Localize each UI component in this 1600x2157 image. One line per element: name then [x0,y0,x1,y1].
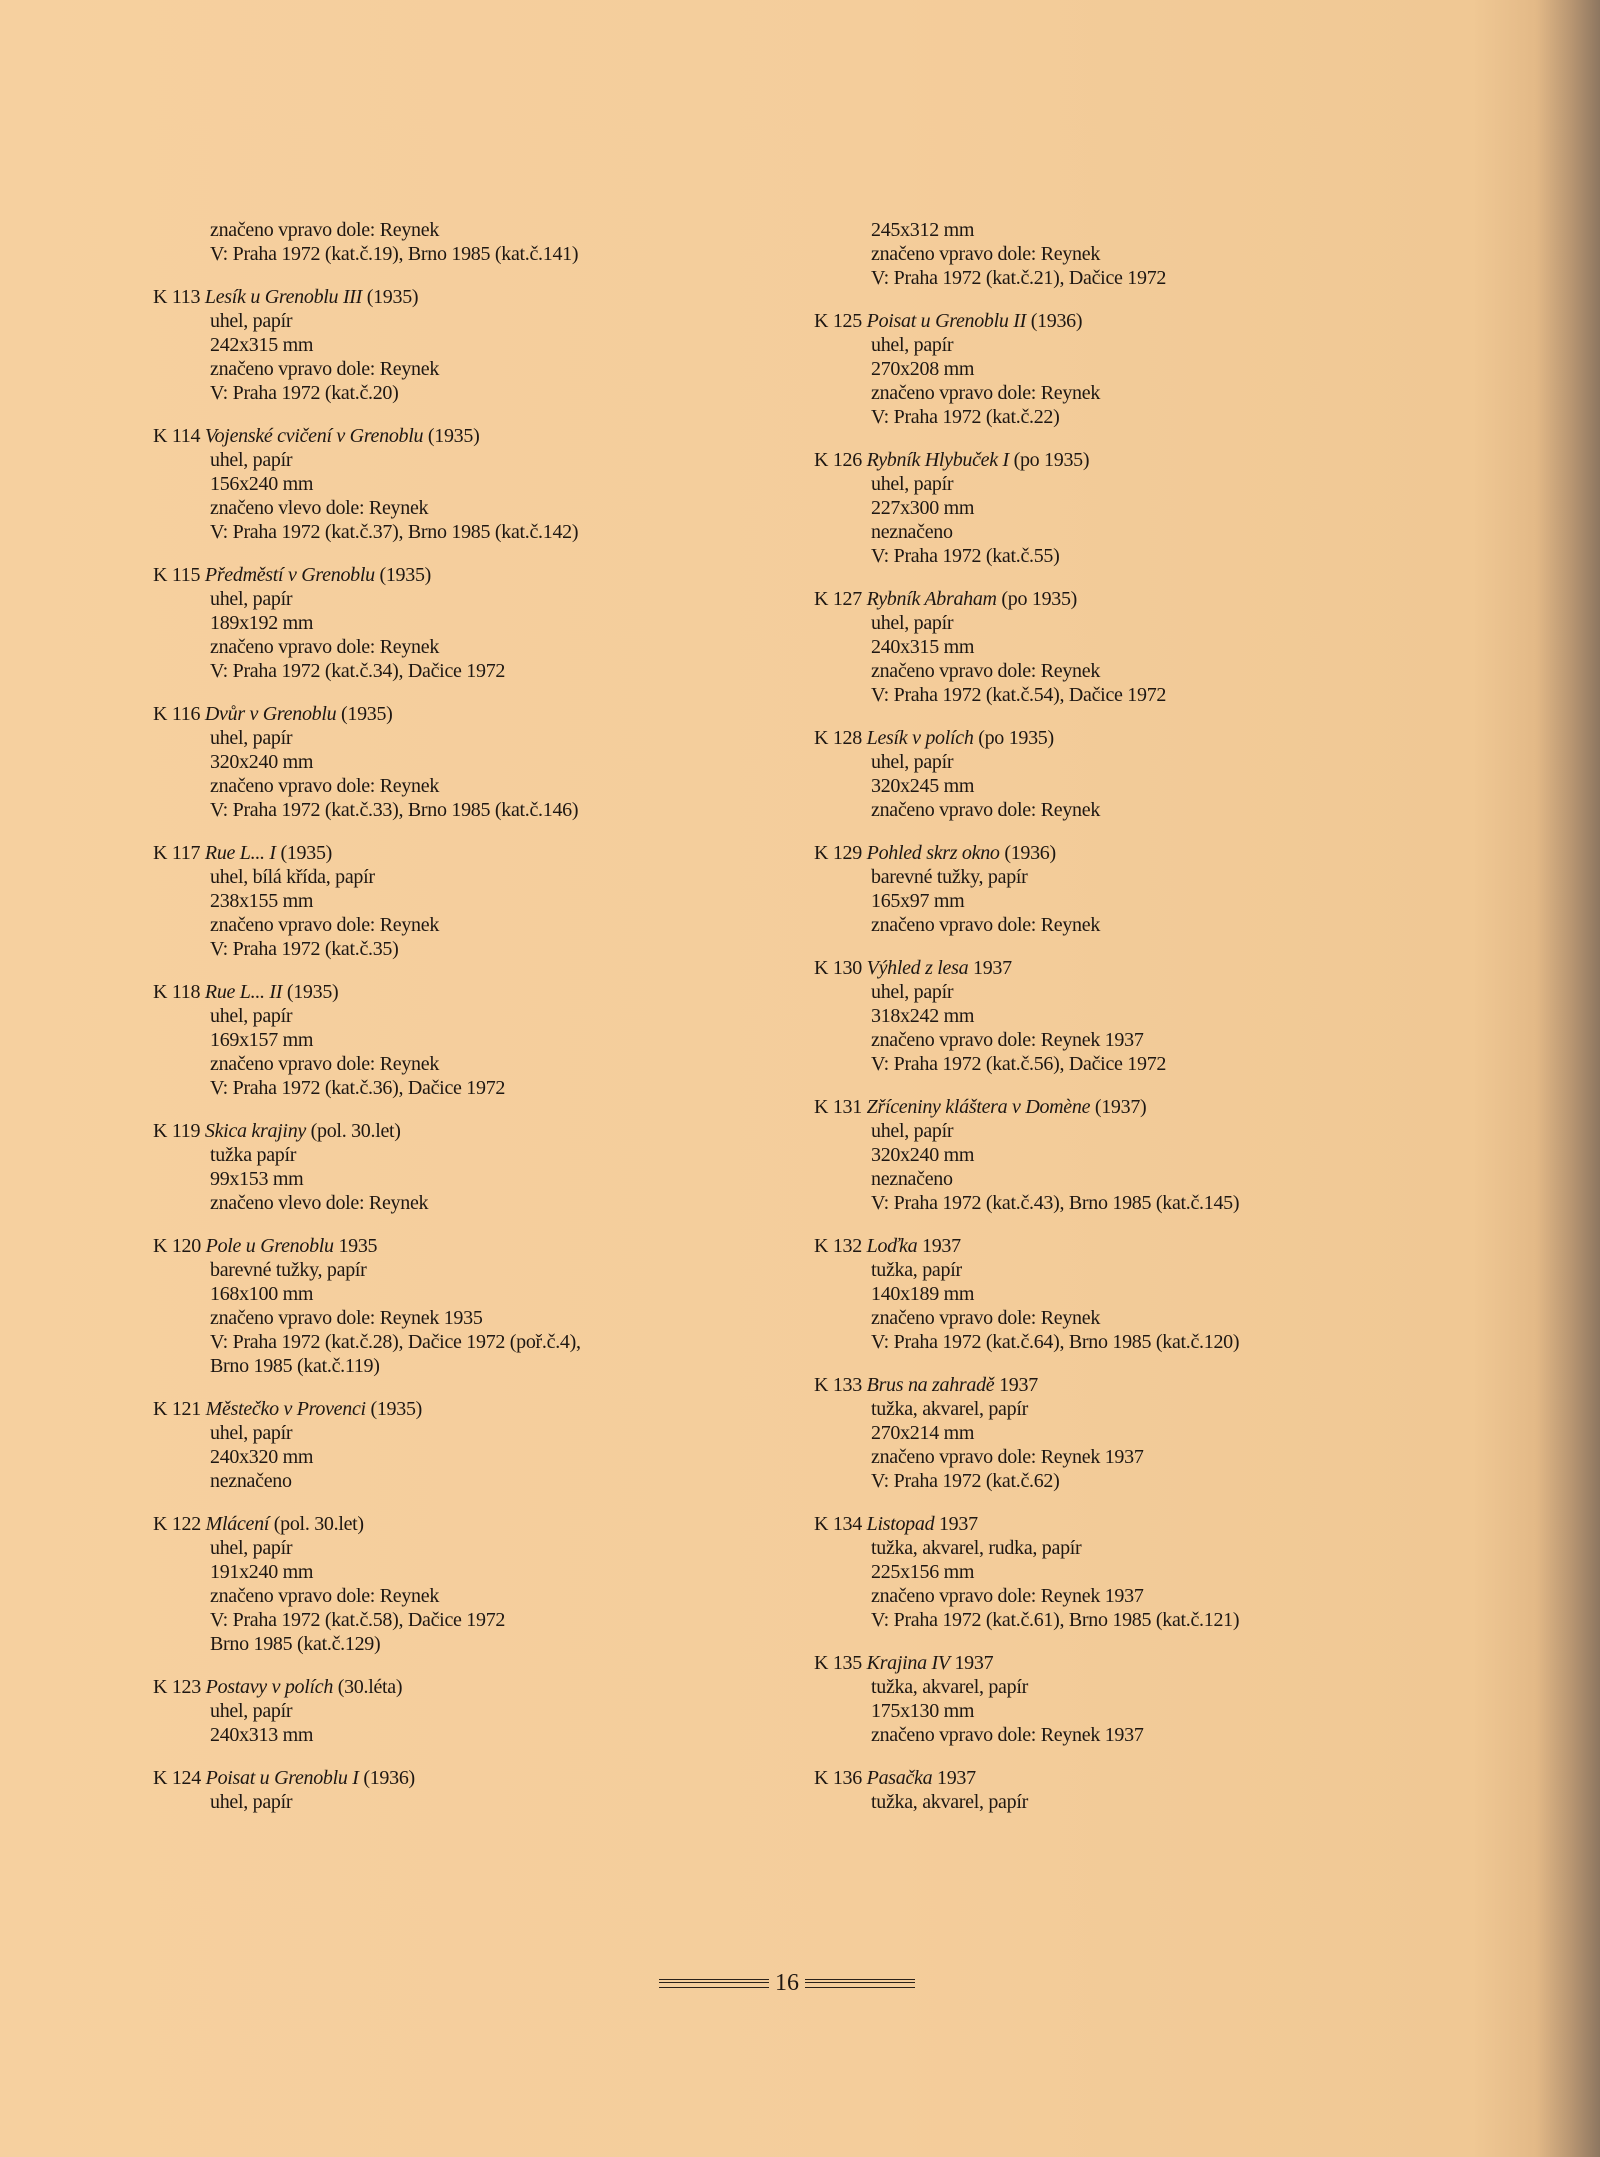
entry-heading [153,1397,773,1421]
entry-detail-line: značeno vpravo dole: Reynek 1937 [871,1585,1144,1607]
entry-detail-line: 320x240 mm [210,751,314,773]
entry-code: K 132 [814,1235,862,1257]
entry-code: K 116 [153,703,201,725]
footer-rule-right [805,1979,915,1988]
entry-title: Pohled skrz okno [866,842,1000,864]
entry-detail-line: V: Praha 1972 (kat.č.22) [871,406,1060,428]
entry-detail-line: V: Praha 1972 (kat.č.62) [871,1470,1060,1492]
right-column [814,218,1434,1833]
entry-detail-line: 156x240 mm [210,473,314,495]
entry-detail-line: 240x313 mm [210,1724,314,1746]
entry-detail-line: uhel, papír [871,1120,954,1142]
entry-detail-line: značeno vpravo dole: Reynek 1937 [871,1446,1144,1468]
entry-detail-line: uhel, papír [871,473,954,495]
entry-title: Dvůr v Grenoblu [204,703,337,725]
entry-detail-line: 318x242 mm [871,1005,975,1027]
entry-detail-line: značeno vpravo dole: Reynek [871,799,1101,821]
entry-code: K 113 [153,286,201,308]
entry-title: Poisat u Grenoblu I [205,1767,359,1789]
left-column [153,218,773,1833]
entry-detail-line: 191x240 mm [210,1561,314,1583]
entry-detail-line: uhel, papír [871,751,954,773]
entry-detail-line: V: Praha 1972 (kat.č.64), Brno 1985 (kat.č.120) [871,1331,1240,1353]
catalog-entry [153,563,773,683]
catalog-entry [153,1675,773,1747]
entry-detail-line: značeno vpravo dole: Reynek [210,914,440,936]
entry-date: (30.léta) [337,1676,403,1698]
entry-date: (po 1935) [1001,588,1078,610]
entry-date: 1937 [937,1767,976,1789]
entry-heading [814,1234,1434,1258]
entry-detail-line: uhel, papír [210,449,293,471]
entry-title: Zříceniny kláštera v Domène [866,1096,1091,1118]
entry-detail-line: značeno vpravo dole: Reynek [210,636,440,658]
catalog-entry [814,448,1434,568]
entry-date: (1935) [379,564,432,586]
entry-detail-line: 320x245 mm [871,775,975,797]
entry-detail-line: 240x320 mm [210,1446,314,1468]
catalog-entry [153,980,773,1100]
entry-detail-line: 270x214 mm [871,1422,975,1444]
entry-detail-line: V: Praha 1972 (kat.č.20) [210,382,399,404]
entry-date: (1935) [341,703,393,725]
catalog-entry [814,1373,1434,1493]
catalog-entry [153,841,773,961]
entry-detail-line: značeno vpravo dole: Reynek [210,1585,440,1607]
entry-date: (po 1935) [978,727,1054,749]
entry-date: (1937) [1094,1096,1147,1118]
entry-detail-line: uhel, papír [871,334,954,356]
entry-detail-line: tužka, akvarel, rudka, papír [871,1537,1082,1559]
entry-title: Výhled z lesa [866,957,969,979]
entry-detail-line: 169x157 mm [210,1029,314,1051]
catalog-entry [814,726,1434,822]
entry-heading [153,1675,773,1699]
entry-detail-line: V: Praha 1972 (kat.č.58), Dačice 1972 [210,1609,506,1631]
entry-code: K 115 [153,564,201,586]
entry-title: Předměstí v Grenoblu [204,564,375,586]
page-number: 16 [775,1970,799,1996]
entry-detail-line: neznačeno [871,1168,953,1190]
entry-detail-line: V: Praha 1972 (kat.č.54), Dačice 1972 [871,684,1167,706]
entry-detail-line: 238x155 mm [210,890,314,912]
entry-detail-line: uhel, papír [210,727,293,749]
entry-date: (pol. 30.let) [273,1513,364,1535]
entry-code: K 120 [153,1235,201,1257]
catalog-entry [153,424,773,544]
entry-title: Vojenské cvičení v Grenoblu [204,425,424,447]
catalog-entry [153,1512,773,1656]
entry-code: K 135 [814,1652,862,1674]
entry-title: Pole u Grenoblu [205,1235,334,1257]
entry-detail-line: uhel, bílá křída, papír [210,866,375,888]
entry-heading [814,448,1434,472]
entry-title: Listopad [866,1513,935,1535]
entry-code: K 119 [153,1120,201,1142]
entry-code: K 123 [153,1676,201,1698]
entry-detail-line: V: Praha 1972 (kat.č.33), Brno 1985 (kat.č.146) [210,799,579,821]
entry-detail-line: V: Praha 1972 (kat.č.61), Brno 1985 (kat.č.121) [871,1609,1240,1631]
entry-code: K 126 [814,449,862,471]
entry-date: 1937 [938,1513,978,1535]
footer-rule-left [659,1979,769,1988]
entry-title: Lesík v polích [866,727,974,749]
entry-title: Rybník Abraham [866,588,997,610]
entry-date: (1935) [366,286,419,308]
entry-code: K 118 [153,981,201,1003]
entry-title: Pasačka [866,1767,933,1789]
entry-heading [814,309,1434,333]
entry-detail-line: uhel, papír [210,310,293,332]
entry-date: 1937 [973,957,1012,979]
entry-detail-line: V: Praha 1972 (kat.č.36), Dačice 1972 [210,1077,506,1099]
entry-detail-line: V: Praha 1972 (kat.č.35) [210,938,399,960]
entry-detail-line: 189x192 mm [210,612,314,634]
entry-detail-line: značeno vpravo dole: Reynek [210,775,440,797]
entry-detail-line: tužka, akvarel, papír [871,1398,1028,1420]
catalog-entry [153,1119,773,1215]
entry-code: K 133 [814,1374,862,1396]
catalog-entry [814,1766,1434,1814]
entry-detail-line: tužka papír [210,1144,297,1166]
catalog-entry [153,285,773,405]
entry-detail-line: značeno vpravo dole: Reynek 1937 [871,1724,1144,1746]
entry-detail-line: uhel, papír [210,1537,293,1559]
entry-detail-line: V: Praha 1972 (kat.č.37), Brno 1985 (kat.č.142) [210,521,579,543]
entry-detail-line: 175x130 mm [871,1700,975,1722]
entry-detail-line: 225x156 mm [871,1561,975,1583]
entry-code: K 131 [814,1096,862,1118]
entry-detail-line: neznačeno [210,1470,292,1492]
entry-detail-line: značeno vlevo dole: Reynek [210,497,429,519]
entry-detail-line: V: Praha 1972 (kat.č.34), Dačice 1972 [210,660,506,682]
entry-detail-line: V: Praha 1972 (kat.č.55) [871,545,1060,567]
entry-heading [153,841,773,865]
entry-title: Skica krajiny [204,1120,306,1142]
entry-code: K 114 [153,425,201,447]
catalog-entry [814,1651,1434,1747]
entry-title: Postavy v polích [205,1676,334,1698]
entry-detail-line: uhel, papír [871,612,954,634]
catalog-entry [814,956,1434,1076]
entry-detail-line: tužka, akvarel, papír [871,1676,1028,1698]
catalog-entry [814,1234,1434,1354]
catalog-entry [153,1397,773,1493]
entry-detail-line: značeno vpravo dole: Reynek [871,660,1101,682]
entry-detail-line: Brno 1985 (kat.č.129) [210,1633,381,1655]
entry-title: Krajina IV [866,1652,950,1674]
entry-heading [814,726,1434,750]
entry-heading [153,285,773,309]
entry-title: Brus na zahradě [866,1374,995,1396]
entry-detail-line: značeno vpravo dole: Reynek [210,358,440,380]
entry-detail-line: 168x100 mm [210,1283,314,1305]
entry-title: Městečko v Provenci [205,1398,366,1420]
entry-detail-line: značeno vpravo dole: Reynek [871,243,1101,265]
entry-heading [153,1119,773,1143]
entry-date: (1935) [370,1398,423,1420]
entry-detail-line: uhel, papír [210,1422,293,1444]
entry-date: 1937 [922,1235,961,1257]
entry-detail-line: značeno vlevo dole: Reynek [210,1192,429,1214]
entry-date: (1935) [286,981,339,1003]
entry-detail-line: značeno vpravo dole: Reynek [871,382,1101,404]
entry-code: K 122 [153,1513,201,1535]
entry-code: K 134 [814,1513,862,1535]
entry-code: K 117 [153,842,201,864]
entry-title: Loďka [866,1235,918,1257]
catalog-entry [153,1234,773,1378]
entry-detail-line: uhel, papír [210,1700,293,1722]
entry-detail-line: barevné tužky, papír [210,1259,367,1281]
entry-date: (pol. 30.let) [310,1120,401,1142]
entry-detail-line: značeno vpravo dole: Reynek [210,1053,440,1075]
catalog-entry [814,841,1434,937]
entry-detail-line: značeno vpravo dole: Reynek [210,219,440,241]
entry-detail-line: značeno vpravo dole: Reynek 1937 [871,1029,1144,1051]
entry-code: K 128 [814,727,862,749]
catalog-entry [153,1766,773,1814]
entry-detail-line: 99x153 mm [210,1168,304,1190]
entry-detail-line: značeno vpravo dole: Reynek [871,914,1101,936]
entry-date: 1937 [954,1652,994,1674]
entry-date: 1937 [999,1374,1038,1396]
entry-code: K 127 [814,588,862,610]
entry-heading [153,563,773,587]
entry-title: Rybník Hlybuček I [866,449,1009,471]
entry-detail-line: uhel, papír [210,1005,293,1027]
entry-heading [814,1373,1434,1397]
entry-heading [814,1651,1434,1675]
entry-detail-line: 240x315 mm [871,636,975,658]
entry-title: Mlácení [205,1513,270,1535]
entry-heading [814,1095,1434,1119]
entry-detail-line: uhel, papír [210,588,293,610]
entry-heading [814,1766,1434,1790]
entry-code: K 125 [814,310,862,332]
catalog-entry [814,1512,1434,1632]
entry-detail-line: značeno vpravo dole: Reynek [871,1307,1101,1329]
entry-detail-line: 140x189 mm [871,1283,975,1305]
page-footer [647,1970,927,1996]
entry-detail-line: 242x315 mm [210,334,314,356]
catalog-entry-continuation [210,218,773,266]
entry-heading [814,587,1434,611]
entry-detail-line: V: Praha 1972 (kat.č.28), Dačice 1972 (poř.č.4), [210,1331,581,1353]
entry-date: (1936) [1004,842,1056,864]
entry-heading [153,980,773,1004]
catalog-entry-continuation [871,218,1434,290]
entry-detail-line: V: Praha 1972 (kat.č.43), Brno 1985 (kat.č.145) [871,1192,1240,1214]
entry-title: Poisat u Grenoblu II [866,310,1027,332]
entry-title: Lesík u Grenoblu III [204,286,363,308]
entry-heading [153,1766,773,1790]
entry-heading [814,1512,1434,1536]
entry-title: Rue L... II [204,981,283,1003]
entry-heading [153,702,773,726]
entry-detail-line: V: Praha 1972 (kat.č.19), Brno 1985 (kat.č.141) [210,243,579,265]
entry-code: K 130 [814,957,862,979]
entry-date: (1935) [280,842,333,864]
entry-detail-line: 320x240 mm [871,1144,975,1166]
entry-date: (po 1935) [1013,449,1090,471]
entry-detail-line: 227x300 mm [871,497,975,519]
entry-detail-line: neznačeno [871,521,953,543]
entry-detail-line: uhel, papír [210,1791,293,1813]
entry-code: K 124 [153,1767,201,1789]
entry-heading [153,424,773,448]
catalog-entry [814,309,1434,429]
catalog-entry [153,702,773,822]
entry-heading [153,1512,773,1536]
entry-detail-line: Brno 1985 (kat.č.119) [210,1355,380,1377]
entry-detail-line: uhel, papír [871,981,954,1003]
entry-date: (1936) [1030,310,1083,332]
entry-code: K 121 [153,1398,201,1420]
entry-detail-line: tužka, akvarel, papír [871,1791,1028,1813]
catalog-entry [814,1095,1434,1215]
entry-date: (1936) [363,1767,415,1789]
entry-detail-line: V: Praha 1972 (kat.č.56), Dačice 1972 [871,1053,1167,1075]
entry-code: K 129 [814,842,862,864]
entry-detail-line: 270x208 mm [871,358,975,380]
entry-detail-line: tužka, papír [871,1259,962,1281]
entry-date: (1935) [427,425,480,447]
entry-heading [153,1234,773,1258]
entry-detail-line: 165x97 mm [871,890,965,912]
entry-code: K 136 [814,1767,862,1789]
entry-detail-line: značeno vpravo dole: Reynek 1935 [210,1307,483,1329]
entry-detail-line: V: Praha 1972 (kat.č.21), Dačice 1972 [871,267,1167,289]
entry-detail-line: barevné tužky, papír [871,866,1028,888]
entry-heading [814,956,1434,980]
catalog-entry [814,587,1434,707]
entry-heading [814,841,1434,865]
entry-title: Rue L... I [204,842,276,864]
entry-detail-line: 245x312 mm [871,219,975,241]
entry-date: 1935 [338,1235,378,1257]
